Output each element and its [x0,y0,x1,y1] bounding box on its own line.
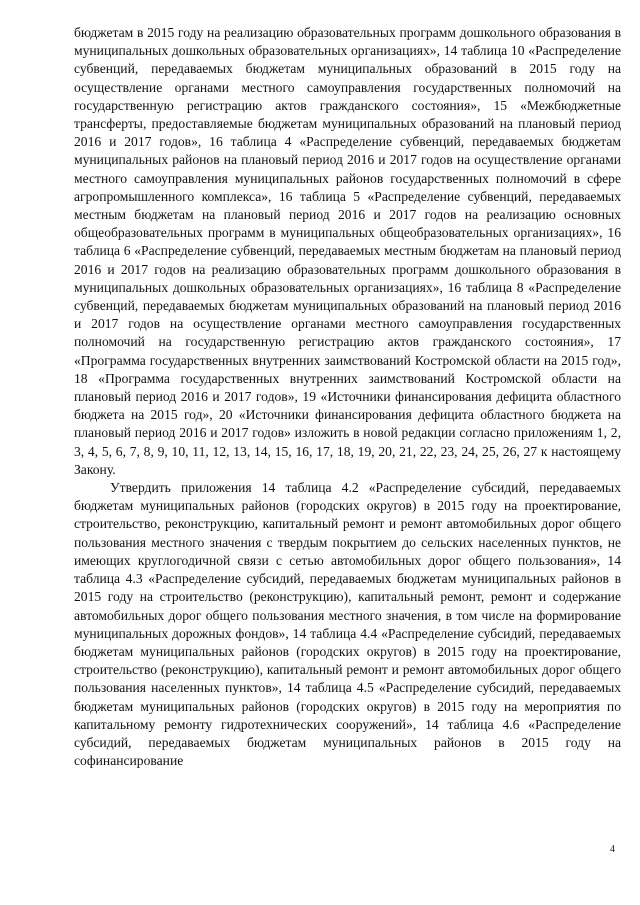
body-text [74,24,621,770]
page-number: 4 [610,844,615,855]
paragraph-continued: бюджетам в 2015 году на реализацию образовательных программ дошкольного образования в муниципальных дошкольных образовательных организациях», 14 таблица 10 «Распределение субвенций, передаваемых бюджетам муниципальных образований в 2015 году на осуществление органами местного самоуправления государственных полномочий на государственную регистрацию актов гражданского состояния», 15 «Межбюджетные трансферты, предоставляемые бюджетам муниципальных образований на плановый период 2016 и 2017 годов», 16 таблица 4 «Распределение субвенций, передаваемых бюджетам муниципальных районов на плановый период 2016 и 2017 годов на осуществление органами местного самоуправления муниципальных районов государственных полномочий в сфере агропромышленного комплекса», 16 таблица 5 «Распределение субвенций, передаваемых местным бюджетам на плановый период 2016 и 2017 годов на реализацию основных общеобразовательных программ в муниципальных общеобразовательных организациях», 16 таблица 6 «Распределение субвенций, передаваемых местным бюджетам на плановый период 2016 и 2017 годов на реализацию образовательных программ дошкольного образования в муниципальных дошкольных образовательных организациях», 16 таблица 8 «Распределение субвенций, передаваемых бюджетам муниципальных образований на плановый период 2016 и 2017 годов на осуществление органами местного самоуправления государственных полномочий на государственную регистрацию актов гражданского состояния», 17 «Программа государственных внутренних заимствований Костромской области на 2015 год», 18 «Программа государственных внутренних заимствований Костромской области на плановый период 2016 и 2017 годов», 19 «Источники финансирования дефицита областного бюджета на 2015 год», 20 «Источники финансирования дефицита областного бюджета на плановый период 2016 и 2017 годов» изложить в новой редакции согласно приложениям 1, 2, 3, 4, 5, 6, 7, 8, 9, 10, 11, 12, 13, 14, 15, 16, 17, 18, 19, 20, 21, 22, 23, 24, 25, 26, 27 к настоящему Закону. [74,25,621,477]
paragraph-approve: Утвердить приложения 14 таблица 4.2 «Распределение субсидий, передаваемых бюджетам муниципальных районов (городских округов) в 2015 году на проектирование, строительство, реконструкцию, капитальный ремонт и ремонт автомобильных дорог общего пользования местного значения с твердым покрытием до сельских населенных пунктов, не имеющих круглогодичной связи с сетью автомобильных дорог общего пользования», 14 таблица 4.3 «Распределение субсидий, передаваемых бюджетам муниципальных районов в 2015 году на строительство (реконструкцию), капитальный ремонт, ремонт и содержание автомобильных дорог общего пользования местного значения, в том числе на формирование муниципальных дорожных фондов», 14 таблица 4.4 «Распределение субсидий, передаваемых бюджетам муниципальных районов (городских округов) в 2015 году на проектирование, строительство (реконструкцию), капитальный ремонт и ремонт автомобильных дорог общего пользования населенных пунктов», 14 таблица 4.5 «Распределение субсидий, передаваемых бюджетам муниципальных районов (городских округов) в 2015 году на мероприятия по капитальному ремонту гидротехнических сооружений», 14 таблица 4.6 «Распределение субсидий, передаваемых бюджетам муниципальных районов в 2015 году на софинансирование [74,480,621,769]
